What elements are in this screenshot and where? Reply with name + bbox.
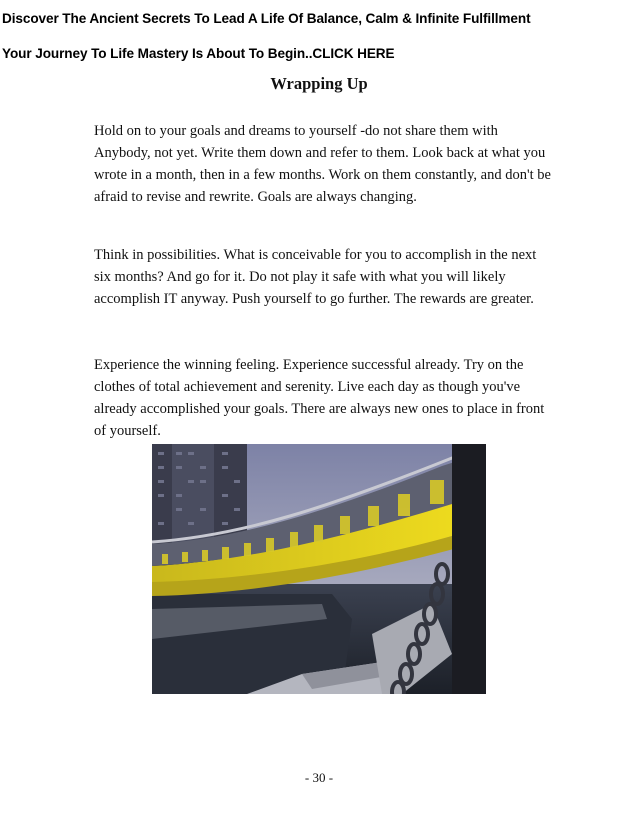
page-number: - 30 - (304, 770, 334, 785)
paragraph-winning-feeling: Experience the winning feeling. Experience successful already. Try on the clothes of total achievement and serenity. Live each day as though you've already accomplished your goals. There are always new ones to place in front of yourself. (94, 357, 545, 439)
paragraph-possibilities: Think in possibilities. What is conceivable for you to accomplish in the next six months? And go for it. Do not play it safe with what you will likely accomplish IT anyway. Push yourself to go further. The rewards are greater. (94, 247, 537, 307)
promo-banner-link[interactable]: Your Journey To Life Mastery Is About To Begin..CLICK HERE (2, 46, 395, 61)
promo-banner-headline: Discover The Ancient Secrets To Lead A Life Of Balance, Calm & Infinite Fulfillment (2, 11, 531, 26)
bridge-photo (152, 444, 486, 694)
section-title: Wrapping Up (270, 74, 368, 93)
paragraph-goals: Hold on to your goals and dreams to yourself -do not share them with Anybody, not yet. Write them down and refer to them. Look back at what you wrote in a month, then in a few months. Work on them constantly, and don't be afraid to revise and rewrite. Goals are always changing. (94, 123, 551, 205)
